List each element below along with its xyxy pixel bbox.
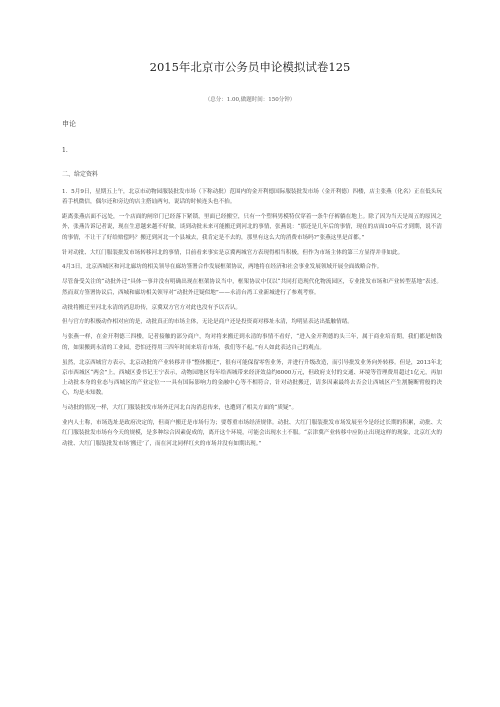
- exam-meta: （总分：1.00,做题时间：150分钟）: [204, 97, 296, 103]
- section-heading: 申论: [62, 120, 76, 128]
- paragraph-7: 但与官方的积极动作相对应的是，动批真正的市场主体，无论是商户还是投资商对移址永清，均明显表达出抵触情绪。: [62, 319, 353, 326]
- paragraph-5: 尽管备受关注的“动批外迁”具体一事并没有明确出现在框架协议当中，框架协议中仅以“共同打造现代化物流园区，专业批发市场和产业转型基地”表述。然而双方签署协议后，西城和廊坊相关领导对“动批外迁疑似地”——永清台湾工业新城进行了参观考察。: [62, 279, 442, 296]
- paragraph-11: 业内人士称，市场选址是政府决定的，但商户搬迁是市场行为；要尊重市场经济规律。动批、大红门服装批发市场发展至今是经过长期的积累，动批、大红门服装批发市场有今天的规模，是多种综合因素促成的，离开这个环境，可能会出现水土不服。“京津冀产业转移中应防止出现这样的现象，北京红火的动批、大红门服装批发市场‘搬迁’了，而在河北同样红火的市场并没有如期出现。”: [62, 420, 442, 447]
- paragraph-6: 动批将搬迁至河北永清的消息纷传，京冀双方官方对此也没有予以否认。: [62, 304, 242, 311]
- paragraph-1: 1．5月9日，星期五上午，北京市动物园服装批发市场（下称动批）范围内的金开利德国际服装批发市场（金开利德）四楼，店主张燕（化名）正在低头玩着手机微信，偶尔还和旁边的店主搭讪两句，说话的时候连头也不抬。: [62, 188, 442, 206]
- page-title: 2015年北京市公务员申论模拟试卷125: [149, 60, 351, 74]
- paragraph-9: 虽然，北京西城官方表示，北京动批的产业转移并非“整体搬迁”，很有可能保留零售业务，并进行升级改造，而引导批发业务向外转移。但是，2013年北京市西城区“两会”上，西城区委书记王宁表示，动物园地区每年给西城带来经济效益约6000万元，但政府支付的交通、环境等管理费用超过1亿元，再加上动批本身的业态与西城区的产业定位一一具有国际影响力的金融中心等不相符合，针对动批搬迁，请多因素最终去否会让西城区产生割腕断臂般的决心，均是未知数。: [62, 359, 442, 397]
- paragraph-3: 针对动批、大红门服装批发市场转移河北的事情，目前看来事实是京冀两城官方表现得相当积极，但作为市场主体的第三方显得并非如此。: [62, 249, 404, 256]
- paragraph-8: 与张燕一样，在金开利德三四楼，记者接触的部分商户，均对将来搬迁到永清的事情不看好，“进入金开利德的头三年，属于商业培育期，我们都是赔钱的，如果搬到永清的工业园，恐怕还得用三四年时间来培育市场，我们等不起。”有人如此表达自己的观点。: [62, 334, 442, 351]
- paragraph-2: 距离张燕店面不远处，一个店面的闸帘门已经落下紧锁，里面已经搬空，只有一个塑料男模特仅穿着一条牛仔裤躺在地上。除了因为当天是周五的原因之外，张燕告诉记者说，现在生意越来越不好做，谈到动批未来可能搬迁到河北的事情，张燕说：“那还是几年后的事情，现在的店面10年后才到期，说不清的事情，不让干了好给赔偿吗？搬迁到河北一个县城去，我肯定是不去的，那里有这么大的消费市场吗?”张燕这里是首都。”: [62, 214, 442, 241]
- paragraph-10: 与动批的情况一样，大红门服装批发市场外迁河北白沟消息传来，也遭到了相关方面的“质疑”。: [62, 405, 298, 412]
- document-body: [62, 119, 442, 454]
- subsection-heading: 二、给定资料: [62, 170, 99, 178]
- paragraph-4: 4月3日，北京西城区和河北廊坊的相关领导在廊坊签署合作发展框架协议，两地将在经济和社会事业发展领域开展全面战略合作。: [62, 264, 383, 271]
- question-number: 1.: [62, 147, 68, 155]
